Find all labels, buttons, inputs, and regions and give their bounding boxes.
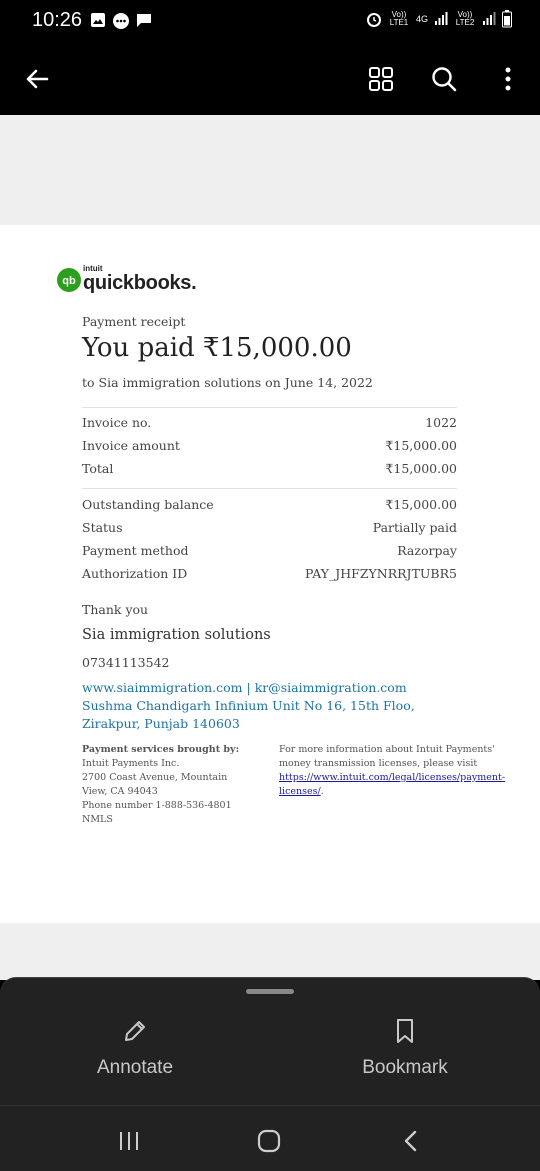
detail-value: PAY_JHFZYNRRJTUBR5 xyxy=(304,566,457,581)
licenses-link[interactable] xyxy=(279,772,505,797)
back-chevron-icon xyxy=(396,1126,426,1156)
footer-left-line: Phone number 1-888-536-4801 xyxy=(82,800,232,811)
annotate-button[interactable] xyxy=(55,1016,215,1079)
footer-left-line: View, CA 94043 xyxy=(82,786,158,797)
detail-row-authorization xyxy=(82,566,457,586)
sim1-label: Vo)) LTE1 xyxy=(389,10,409,27)
notification-icons xyxy=(90,12,152,30)
detail-row-invoice-no xyxy=(82,415,457,435)
status-time: 10:26 xyxy=(32,9,83,31)
detail-row-status xyxy=(82,520,457,540)
payment-services-title: Payment services brought by: xyxy=(82,744,240,755)
pencil-icon xyxy=(120,1016,150,1046)
grid-icon xyxy=(364,62,398,96)
footer-left-line: NMLS xyxy=(82,814,113,825)
website-email-link[interactable]: www.siaimmigration.com | kr@siaimmigration.com xyxy=(82,680,407,695)
detail-key: Outstanding balance xyxy=(82,497,214,512)
receipt-label: Payment receipt xyxy=(82,314,186,329)
detail-value: ₹15,000.00 xyxy=(385,461,457,476)
address-line-2: Zirakpur, Punjab 140603 xyxy=(82,716,240,731)
detail-key: Invoice no. xyxy=(82,415,152,430)
drag-handle[interactable] xyxy=(246,989,294,994)
licenses-info xyxy=(279,743,519,799)
bottom-sheet xyxy=(0,977,540,1106)
detail-key: Payment method xyxy=(82,543,189,558)
arrow-left-icon xyxy=(20,62,54,96)
licenses-end: . xyxy=(320,786,324,797)
company-phone[interactable]: 07341113542 xyxy=(82,655,170,670)
search-button[interactable] xyxy=(427,62,461,96)
detail-value: 1022 xyxy=(425,415,457,430)
annotate-label: Annotate xyxy=(96,1057,174,1078)
bookmark-button[interactable] xyxy=(325,1016,485,1079)
detail-key: Total xyxy=(82,461,114,476)
sim2-label: Vo)) LTE2 xyxy=(455,10,475,27)
svg-text:qb: qb xyxy=(62,275,76,287)
company-contact xyxy=(82,679,482,733)
detail-row-invoice-amount xyxy=(82,438,457,458)
divider xyxy=(82,488,457,489)
payee-line: to Sia immigration solutions on June 14, 2022 xyxy=(82,375,373,390)
quickbooks-wordmark: quickbooks. xyxy=(83,272,197,294)
detail-value: Partially paid xyxy=(372,520,457,535)
licenses-link-part2: licenses/ xyxy=(279,786,321,797)
system-icons xyxy=(366,10,512,28)
more-options-button[interactable] xyxy=(491,62,525,96)
paid-amount-title: You paid ₹15,000.00 xyxy=(82,333,352,363)
detail-row-outstanding xyxy=(82,497,457,517)
search-icon xyxy=(427,62,461,96)
bookmark-icon xyxy=(390,1016,420,1046)
app-bar xyxy=(0,42,540,115)
detail-key: Invoice amount xyxy=(82,438,180,453)
system-nav-bar xyxy=(0,1105,540,1171)
divider xyxy=(82,407,457,408)
footer-left-line: Intuit Payments Inc. xyxy=(82,758,180,769)
home-button[interactable] xyxy=(254,1126,284,1156)
grid-view-button[interactable] xyxy=(364,62,398,96)
detail-row-payment-method xyxy=(82,543,457,563)
home-icon xyxy=(254,1126,284,1156)
bookmark-label: Bookmark xyxy=(362,1057,448,1078)
network-type: 4G xyxy=(415,14,428,24)
more-vert-icon xyxy=(491,62,525,96)
licenses-text: For more information about Intuit Payments' money transmission licenses, please visit xyxy=(279,744,495,769)
detail-key: Status xyxy=(82,520,123,535)
quickbooks-logo-icon xyxy=(57,268,81,292)
back-button[interactable] xyxy=(20,62,54,96)
recents-button[interactable] xyxy=(114,1126,144,1156)
footer-left-line: 2700 Coast Avenue, Mountain xyxy=(82,772,228,783)
detail-value: Razorpay xyxy=(397,543,457,558)
company-name: Sia immigration solutions xyxy=(82,627,271,643)
detail-value: ₹15,000.00 xyxy=(385,497,457,512)
recents-icon xyxy=(114,1126,144,1156)
chat-bubble-icon xyxy=(112,12,130,30)
alarm-icon xyxy=(366,11,382,27)
receipt-page xyxy=(0,225,540,923)
address-line-1: Sushma Chandigarh Infinium Unit No 16, 15th Floo, xyxy=(82,698,415,713)
detail-row-total xyxy=(82,461,457,481)
signal-icon-2 xyxy=(482,12,496,26)
battery-icon xyxy=(502,10,512,28)
status-bar xyxy=(0,0,540,42)
nav-back-button[interactable] xyxy=(396,1126,426,1156)
message-icon xyxy=(136,12,152,28)
detail-key: Authorization ID xyxy=(82,566,188,581)
payment-services-info xyxy=(82,743,262,827)
licenses-link-part1: https://www.intuit.com/legal/licenses/payment- xyxy=(279,772,506,783)
gallery-icon xyxy=(90,12,106,28)
thank-you-text: Thank you xyxy=(82,602,149,617)
intuit-wordmark: intuit xyxy=(83,264,103,273)
signal-icon xyxy=(434,12,448,26)
detail-value: ₹15,000.00 xyxy=(385,438,457,453)
